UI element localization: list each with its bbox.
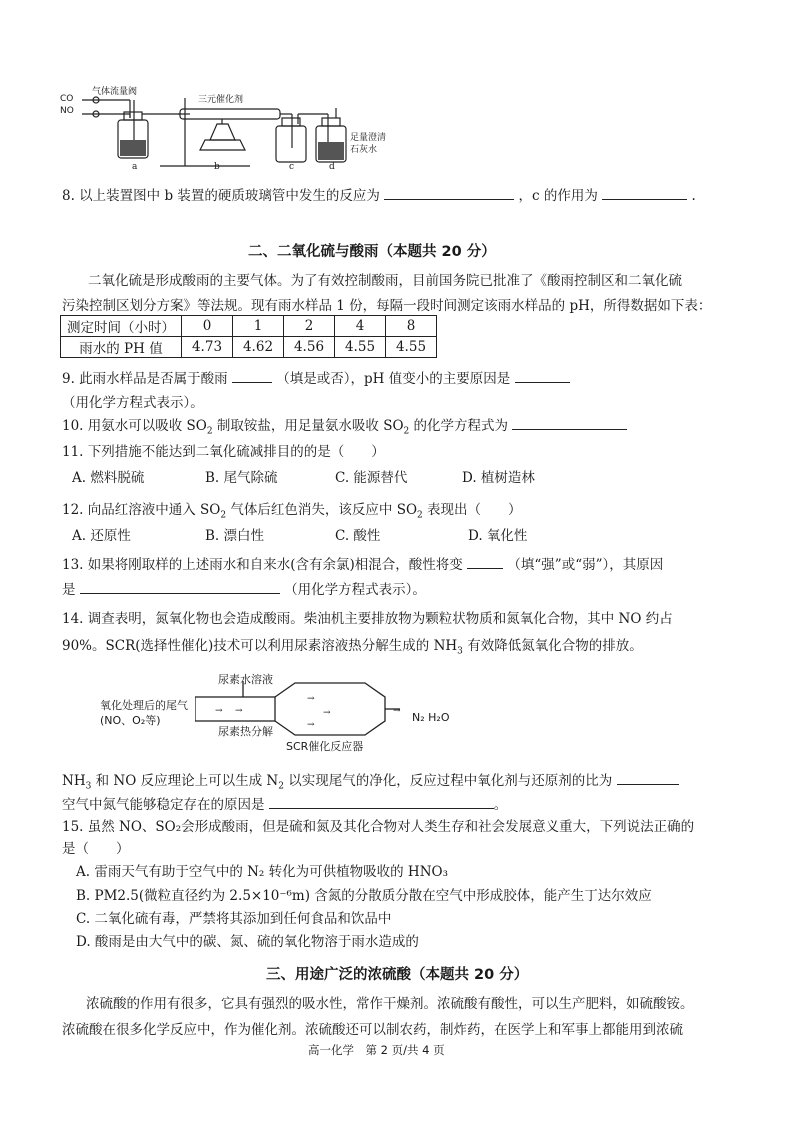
gas-no-label: NO (60, 106, 74, 116)
table-cell: 4.56 (284, 337, 335, 358)
table-header-ph: 雨水的 PH 值 (61, 337, 182, 358)
q15-stem-1: 15. 虽然 NO、SO₂会形成酸雨，但是硫和氮及其化合物对人类生存和社会发展意义重大，下列说法正确的 (62, 819, 695, 835)
table-header-time: 测定时间（小时） (61, 316, 182, 337)
q11-option-c[interactable]: C. 能源替代 (335, 470, 408, 486)
table-cell: 8 (386, 316, 437, 337)
flow-arrow: → (215, 706, 223, 716)
q12-stem-a: 12. 向品红溶液中通入 SO (62, 502, 221, 518)
q14-after-1c: 以实现尾气的净化，反应过程中氧化剂与还原剂的比为 (283, 773, 613, 789)
q9-blank-2[interactable] (515, 370, 570, 383)
q14-after-2 (62, 793, 507, 813)
q14-after-1 (62, 769, 679, 792)
table-cell: 4.73 (182, 337, 233, 358)
q14-after-1-sub2: 2 (278, 781, 284, 792)
q9-text-c: （用化学方程式表示）。 (62, 395, 204, 411)
apparatus-b: b (214, 162, 220, 172)
table-cell: 4.55 (335, 337, 386, 358)
q15-option-a[interactable]: A. 雷雨天气有助于空气中的 N₂ 转化为可供植物吸收的 HNO₃ (76, 864, 448, 880)
table-cell: 4 (335, 316, 386, 337)
scr-products: N₂ H₂O (412, 711, 450, 724)
table-cell: 2 (284, 316, 335, 337)
q11-option-d[interactable]: D. 植树造林 (462, 470, 535, 486)
scr-reactor: SCR催化反应器 (286, 740, 364, 753)
apparatus-a: a (132, 162, 138, 172)
table-row (61, 337, 437, 358)
q13-blank-2[interactable] (80, 581, 280, 594)
q8-text-b: ，c 的作用为 (518, 188, 598, 204)
section-3-p2: 浓硫酸在很多化学反应中，作为催化剂。浓硫酸还可以制农药，制炸药，在医学上和军事上都能用到浓硫 (62, 1022, 683, 1038)
q8-blank-1[interactable] (384, 187, 514, 200)
section-3-p1: 浓硫酸的作用有很多，它具有强烈的吸水性，常作干燥剂。浓硫酸有酸性，可以生产肥料，如硫酸铵。 (86, 996, 694, 1012)
q13-text-b: （填“强”或“弱”），其原因 (507, 557, 664, 573)
q14-after-1a: NH (62, 773, 86, 789)
q14-line-2-sub: 3 (457, 646, 463, 657)
q14-blank-2[interactable] (269, 796, 494, 809)
scr-exhaust-1: 氧化处理后的尾气 (100, 699, 188, 712)
q14-line-2 (62, 634, 643, 657)
q14-line-2b: 有效降低氮氧化合物的排放。 (462, 638, 643, 654)
page-footer: 高一化学 第 2 页/共 4 页 (308, 1043, 445, 1057)
q11-option-a[interactable]: A. 燃料脱硫 (72, 470, 145, 486)
flow-arrow: → (393, 706, 401, 716)
scr-exhaust-2: (NO、O₂等) (100, 714, 161, 727)
q9-text-b: （填是或否），pH 值变小的主要原因是 (276, 371, 511, 387)
q8-text-c: . (691, 188, 696, 204)
q13-text-d: （用化学方程式表示）。 (284, 582, 426, 598)
q15-option-c[interactable]: C. 二氧化硫有毒，严禁将其添加到任何食品和饮品中 (76, 911, 392, 927)
q12-option-a[interactable]: A. 还原性 (72, 528, 131, 544)
q12-stem-c: 表现出（ ） (422, 502, 522, 518)
q11-stem: 11. 下列措施不能达到二氧化硫减排目的的是（ ） (62, 444, 385, 460)
question-13-line-1 (62, 553, 663, 573)
question-10 (62, 414, 627, 437)
q10-blank[interactable] (512, 417, 627, 430)
question-13-line-2 (62, 578, 426, 598)
section-3-title: 三、用途广泛的浓硫酸（本题共 20 分） (266, 967, 529, 983)
flow-arrow: → (307, 694, 315, 704)
flowmeter-label: 气体流量阀 (92, 87, 138, 97)
question-8 (62, 184, 696, 204)
q12-sub2: 2 (417, 510, 423, 521)
gas-co-label: CO (60, 94, 74, 104)
catalyst-label: 三元催化剂 (198, 95, 244, 105)
q12-option-d[interactable]: D. 氧化性 (468, 528, 528, 544)
table-cell: 0 (182, 316, 233, 337)
q13-blank-1[interactable] (467, 556, 503, 569)
q14-line-1: 14. 调查表明，氮氧化物也会造成酸雨。柴油机主要排放物为颗粒状物质和氮氧化合物，其中 NO 约占 (62, 611, 673, 627)
q12-stem-b: 气体后红色消失，该反应中 SO (226, 502, 418, 518)
q13-text-a: 13. 如果将刚取样的上述雨水和自来水(含有余氯)相混合，酸性将变 (62, 557, 463, 573)
q14-after-1-sub: 3 (85, 781, 92, 792)
question-9 (62, 367, 570, 387)
q14-after-2-end: 。 (493, 797, 508, 813)
scr-urea-solution: 尿素水溶液 (218, 673, 273, 686)
q14-after-2-text: 空气中氮气能够稳定存在的原因是 (62, 797, 265, 813)
q10-text-c: 的化学方程式为 (409, 418, 509, 434)
limewater-label-2: 石灰水 (350, 145, 378, 155)
apparatus-c: c (289, 162, 295, 172)
q12-option-b[interactable]: B. 漂白性 (205, 528, 265, 544)
q10-text-b: 制取铵盐，用足量氨水吸收 SO (212, 418, 404, 434)
q14-after-1b: 和 NO 反应理论上可以生成 N (91, 773, 279, 789)
section-2-intro-2: 污染控制区划分方案》等法规。现有雨水样品 1 份，每隔一段时间测定该雨水样品的 pH，所得数据如下表： (62, 298, 712, 314)
table-cell: 4.55 (386, 337, 437, 358)
q8-blank-2[interactable] (602, 187, 687, 200)
q9-text-a: 9. 此雨水样品是否属于酸雨 (62, 371, 228, 387)
section-2-intro-1: 二氧化硫是形成酸雨的主要气体。为了有效控制酸雨，目前国务院已批准了《酸雨控制区和二氧化硫 (88, 273, 682, 289)
flow-arrow: → (307, 720, 315, 730)
q9-blank-1[interactable] (232, 370, 272, 383)
flow-arrow: → (235, 706, 243, 716)
q12-sub: 2 (220, 510, 227, 521)
q15-option-d[interactable]: D. 酸雨是由大气中的碳、氮、硫的氧化物溶于雨水造成的 (76, 934, 419, 950)
section-2-title: 二、二氧化硫与酸雨（本题共 20 分） (248, 244, 496, 260)
q15-stem-2: 是（ ） (62, 841, 130, 857)
q8-text: 8. 以上装置图中 b 装置的硬质玻璃管中发生的反应为 (62, 188, 380, 204)
scr-urea-decomp: 尿素热分解 (218, 725, 273, 738)
ph-table (60, 315, 437, 358)
question-12 (62, 498, 522, 521)
flow-arrow: → (323, 708, 331, 718)
table-cell: 4.62 (233, 337, 284, 358)
limewater-label-1: 足量澄清 (350, 133, 387, 143)
q15-option-b[interactable]: B. PM2.5(微粒直径约为 2.5×10⁻⁶m) 含氮的分散质分散在空气中形成胶体，能产生丁达尔效应 (76, 888, 652, 904)
q12-option-c[interactable]: C. 酸性 (335, 528, 381, 544)
table-cell: 1 (233, 316, 284, 337)
q11-option-b[interactable]: B. 尾气除硫 (205, 470, 278, 486)
q10-text-a: 10. 用氨水可以吸收 SO (62, 418, 207, 434)
q13-text-c: 是 (62, 582, 76, 598)
q10-sub2: 2 (403, 426, 410, 437)
q14-blank-1[interactable] (617, 772, 679, 785)
table-row (61, 316, 437, 337)
q10-sub: 2 (206, 426, 213, 437)
q14-line-2a: 90%。SCR(选择性催化)技术可以利用尿素溶液热分解生成的 NH (62, 638, 458, 654)
apparatus-d: d (329, 162, 335, 172)
